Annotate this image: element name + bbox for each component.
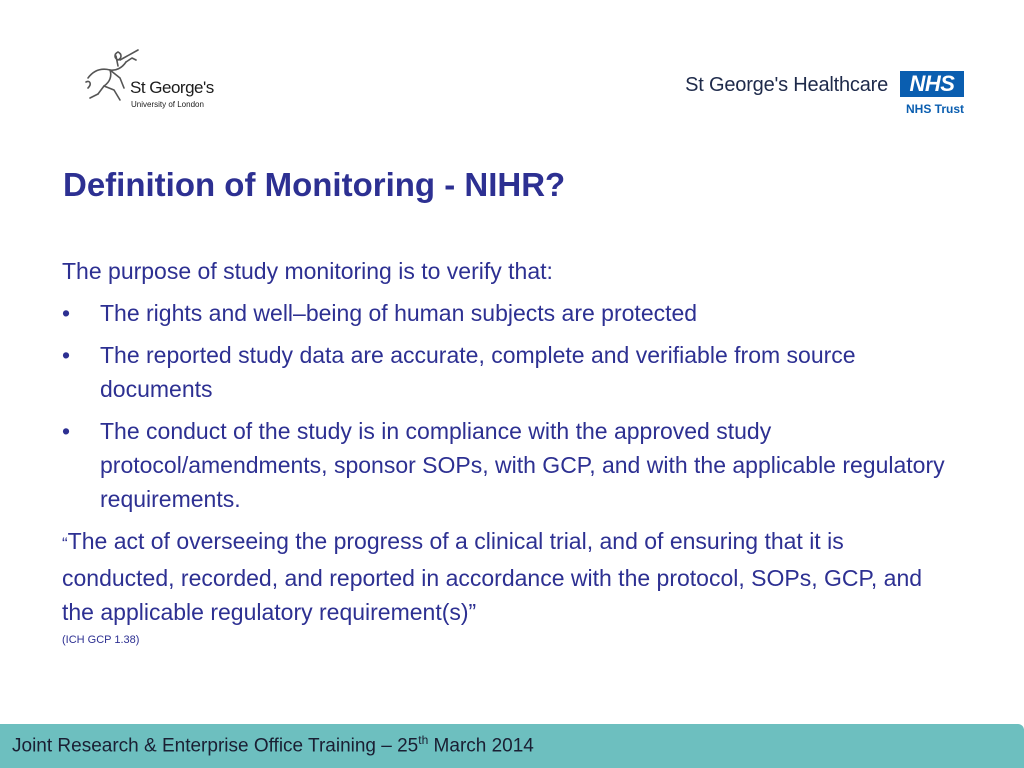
- quote-open-mark: “: [62, 534, 68, 553]
- nhs-badge-label: NHS: [909, 71, 955, 96]
- list-item: [62, 296, 952, 330]
- st-georges-university-logo: [80, 48, 240, 120]
- bullet-list: [62, 296, 952, 516]
- slide-body: [62, 254, 952, 647]
- healthcare-trust-logo: [664, 68, 964, 118]
- list-item-text: The reported study data are accurate, complete and verifiable from source documents: [100, 342, 856, 402]
- bullet-icon: •: [62, 342, 71, 368]
- healthcare-trust-name: St George's Healthcare: [685, 74, 888, 96]
- intro-text: The purpose of study monitoring is to verify that:: [62, 258, 553, 284]
- nhs-trust-label: NHS Trust: [905, 102, 964, 116]
- university-logo-name: St George's: [130, 78, 214, 97]
- footer-text-main: Joint Research & Enterprise Office Training – 25: [12, 735, 419, 757]
- bullet-icon: •: [62, 418, 71, 444]
- quote-text: The act of overseeing the progress of a clinical trial, and of ensuring that it is conducted, recorded, and reported in accordance with the protocol, SOPs, GCP, and the applicable regulatory requirement(s)”: [62, 528, 923, 625]
- definition-quote: [62, 524, 952, 629]
- footer-bar: [0, 724, 1024, 768]
- slide-title: Definition of Monitoring - NIHR?: [63, 166, 566, 203]
- citation: (ICH GCP 1.38): [62, 634, 140, 646]
- footer-text-date: March 2014: [428, 735, 534, 757]
- bullet-icon: •: [62, 300, 71, 326]
- list-item: [62, 338, 952, 406]
- list-item-text: The rights and well–being of human subjects are protected: [100, 300, 698, 326]
- university-logo-subtitle: University of London: [131, 100, 204, 109]
- nhs-badge: [900, 71, 964, 97]
- footer-date-suffix: th: [418, 733, 429, 747]
- list-item-text: The conduct of the study is in compliance with the approved study protocol/amendments, sponsor SOPs, with GCP, and with the applicable regulatory requirements.: [100, 418, 945, 512]
- list-item: [62, 414, 952, 516]
- footer-text: [12, 733, 534, 757]
